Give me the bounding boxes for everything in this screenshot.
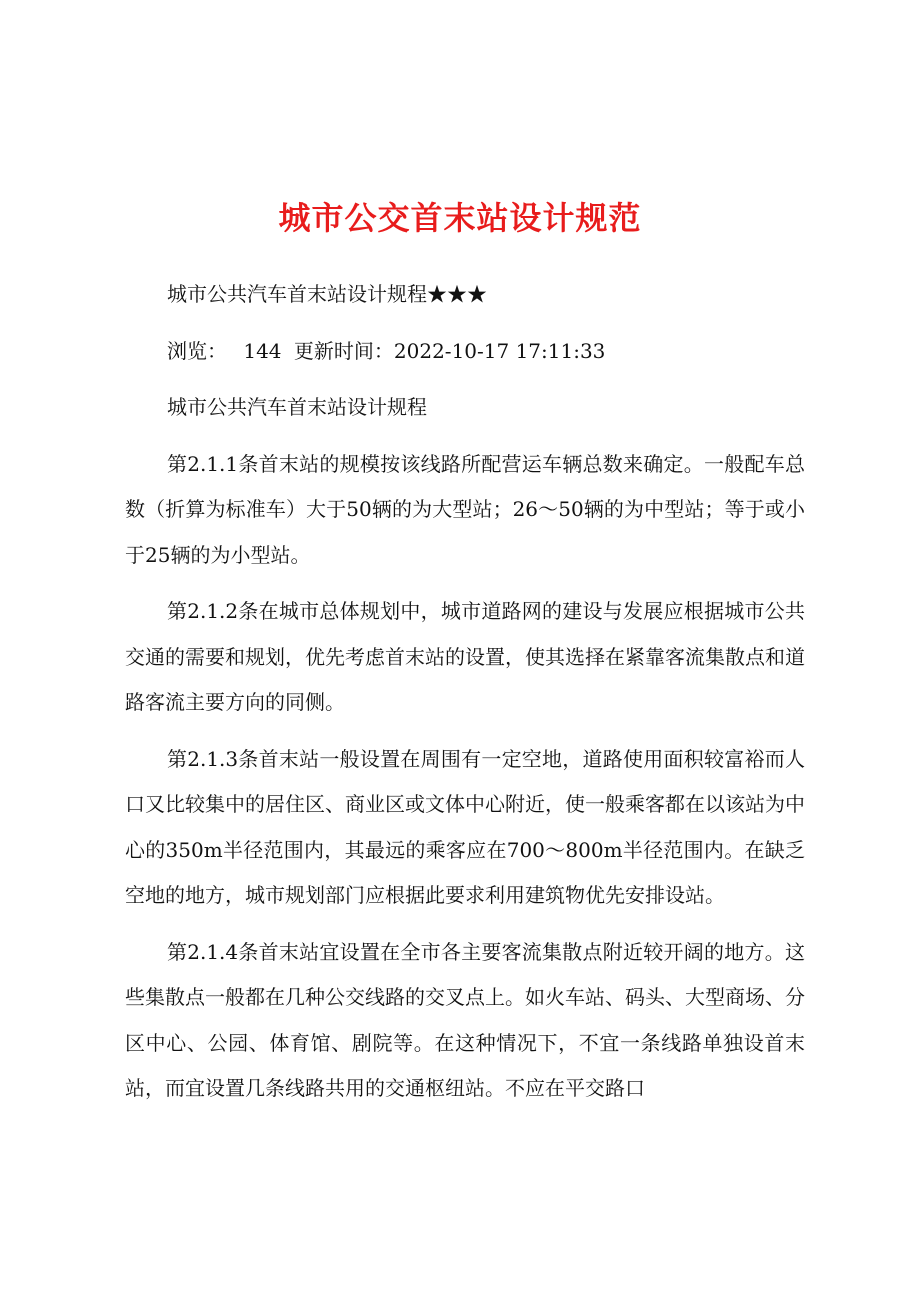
paragraph-2-1-2: 第2.1.2条在城市总体规划中，城市道路网的建设与发展应根据城市公共交通的需要和规划，优先考虑首末站的设置，使其选择在紧靠客流集散点和道路客流主要方向的同侧。 (125, 599, 805, 714)
document-subtitle: 城市公共汽车首末站设计规程★★★ (167, 282, 487, 306)
paragraph-2-1-3: 第2.1.3条首末站一般设置在周围有一定空地，道路使用面积较富裕而人口又比较集中的居住区、商业区或文体中心附近，使一般乘客都在以该站为中心的350m半径范围内，其最远的乘客应在700～800m半径范围内。在缺乏空地的地方，城市规划部门应根据此要求利用建筑物优先安排设站。 (125, 746, 805, 907)
views-label: 浏览： (167, 338, 227, 363)
document-meta (125, 329, 805, 375)
document-body (125, 272, 805, 1123)
views-value: 144 (243, 338, 282, 363)
paragraph-2-1-1: 第2.1.1条首末站的规模按该线路所配营运车辆总数来确定。一般配车总数（折算为标准车）大于50辆的为大型站；26～50辆的为中型站；等于或小于25辆的为小型站。 (125, 451, 805, 567)
document-title: 城市公交首末站设计规范 (278, 199, 642, 237)
section-heading: 城市公共汽车首末站设计规程 (167, 395, 427, 419)
updated-label: 更新时间： (293, 338, 394, 363)
paragraph-2-1-4: 第2.1.4条首末站宜设置在全市各主要客流集散点附近较开阔的地方。这些集散点一般都在几种公交线路的交叉点上。如火车站、码头、大型商场、分区中心、公园、体育馆、剧院等。在这种情况下，不宜一条线路单独设首末站，而宜设置几条线路共用的交通枢纽站。不应在平交路口 (125, 939, 805, 1100)
updated-value: 2022-10-17 17:11:33 (393, 338, 606, 363)
